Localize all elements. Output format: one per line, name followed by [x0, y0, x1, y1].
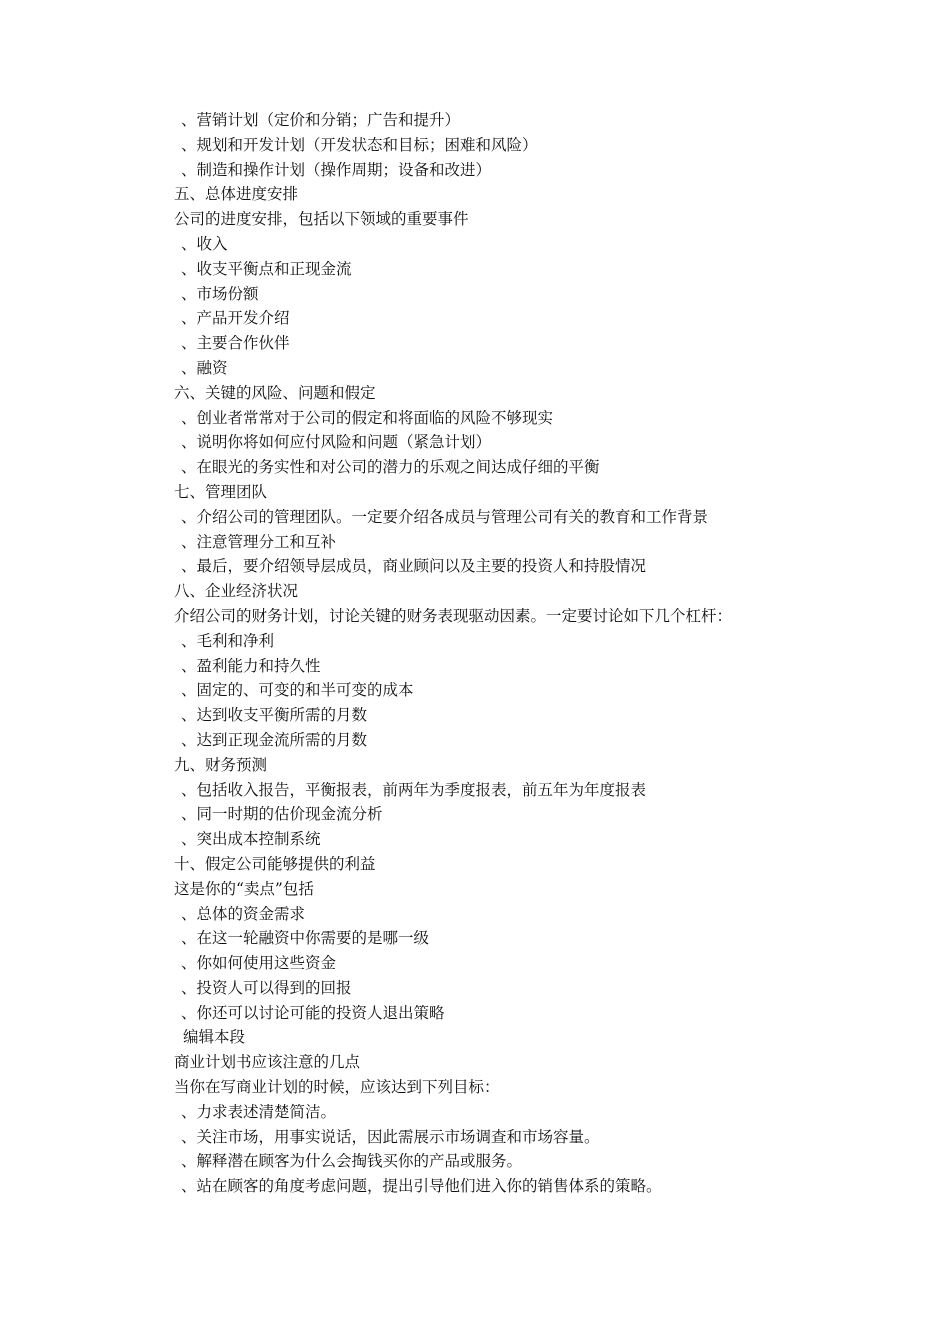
list-item: 、达到正现金流所需的月数	[181, 730, 368, 749]
list-item: 、达到收支平衡所需的月数	[181, 706, 368, 725]
list-item: 、主要合作伙伴	[181, 334, 290, 353]
list-item: 、收支平衡点和正现金流	[181, 259, 352, 278]
list-item: 、你如何使用这些资金	[181, 954, 337, 973]
list-item: 、力求表述清楚简洁。	[181, 1102, 337, 1121]
list-item: 、盈利能力和持久性	[181, 656, 321, 675]
list-item: 、规划和开发计划（开发状态和目标；困难和风险）	[181, 135, 538, 154]
section-heading: 这是你的“卖点”包括	[174, 879, 314, 898]
list-item: 、营销计划（定价和分销；广告和提升）	[181, 111, 461, 129]
list-item: 、站在顾客的角度考虑问题，提出引导他们进入你的销售体系的策略。	[181, 1177, 662, 1196]
list-item: 、最后，要介绍领导层成员，商业顾问以及主要的投资人和持股情况	[181, 557, 647, 576]
list-item: 、在这一轮融资中你需要的是哪一级	[181, 929, 430, 948]
list-item: 、市场份额	[181, 284, 259, 303]
list-item: 、在眼光的务实性和对公司的潜力的乐观之间达成仔细的平衡	[181, 458, 600, 477]
list-item: 、收入	[181, 234, 228, 253]
list-item: 、固定的、可变的和半可变的成本	[181, 681, 414, 700]
list-item: 、突出成本控制系统	[181, 830, 321, 849]
list-item: 、制造和操作计划（操作周期；设备和改进）	[181, 160, 492, 179]
list-item: 、包括收入报告，平衡报表，前两年为季度报表，前五年为年度报表	[181, 780, 647, 799]
edit-section-label: 编辑本段	[183, 1028, 246, 1047]
list-item: 、说明你将如何应付风险和问题（紧急计划）	[181, 433, 492, 452]
list-item: 、解释潜在顾客为什么会掏钱买你的产品或服务。	[181, 1152, 523, 1171]
section-heading: 六、关键的风险、问题和假定	[174, 383, 376, 402]
section-heading: 公司的进度安排，包括以下领域的重要事件	[174, 210, 469, 229]
section-heading: 五、总体进度安排	[174, 185, 299, 204]
document-page	[0, 108, 950, 1199]
list-item: 、介绍公司的管理团队。一定要介绍各成员与管理公司有关的教育和工作背景	[181, 507, 709, 526]
section-heading: 九、财务预测	[174, 755, 268, 774]
section-heading: 介绍公司的财务计划，讨论关键的财务表现驱动因素。一定要讨论如下几个杠杆：	[174, 606, 733, 625]
list-item: 、关注市场，用事实说话，因此需展示市场调查和市场容量。	[181, 1127, 600, 1146]
list-item: 、你还可以讨论可能的投资人退出策略	[181, 1003, 445, 1022]
section-heading: 十、假定公司能够提供的利益	[174, 854, 376, 873]
list-item: 、毛利和净利	[181, 631, 275, 650]
section-heading: 八、企业经济状况	[174, 582, 299, 601]
list-item: 、同一时期的估价现金流分析	[181, 805, 383, 824]
list-item: 、注意管理分工和互补	[181, 532, 337, 551]
list-item: 、创业者常常对于公司的假定和将面临的风险不够现实	[181, 408, 554, 427]
section-heading: 商业计划书应该注意的几点	[174, 1053, 361, 1072]
list-item: 、产品开发介绍	[181, 309, 290, 328]
list-item: 、投资人可以得到的回报	[181, 978, 352, 997]
list-item: 、总体的资金需求	[181, 904, 306, 923]
list-item: 、融资	[181, 358, 228, 377]
section-heading: 当你在写商业计划的时候，应该达到下列目标：	[174, 1078, 500, 1097]
section-heading: 七、管理团队	[174, 482, 268, 501]
